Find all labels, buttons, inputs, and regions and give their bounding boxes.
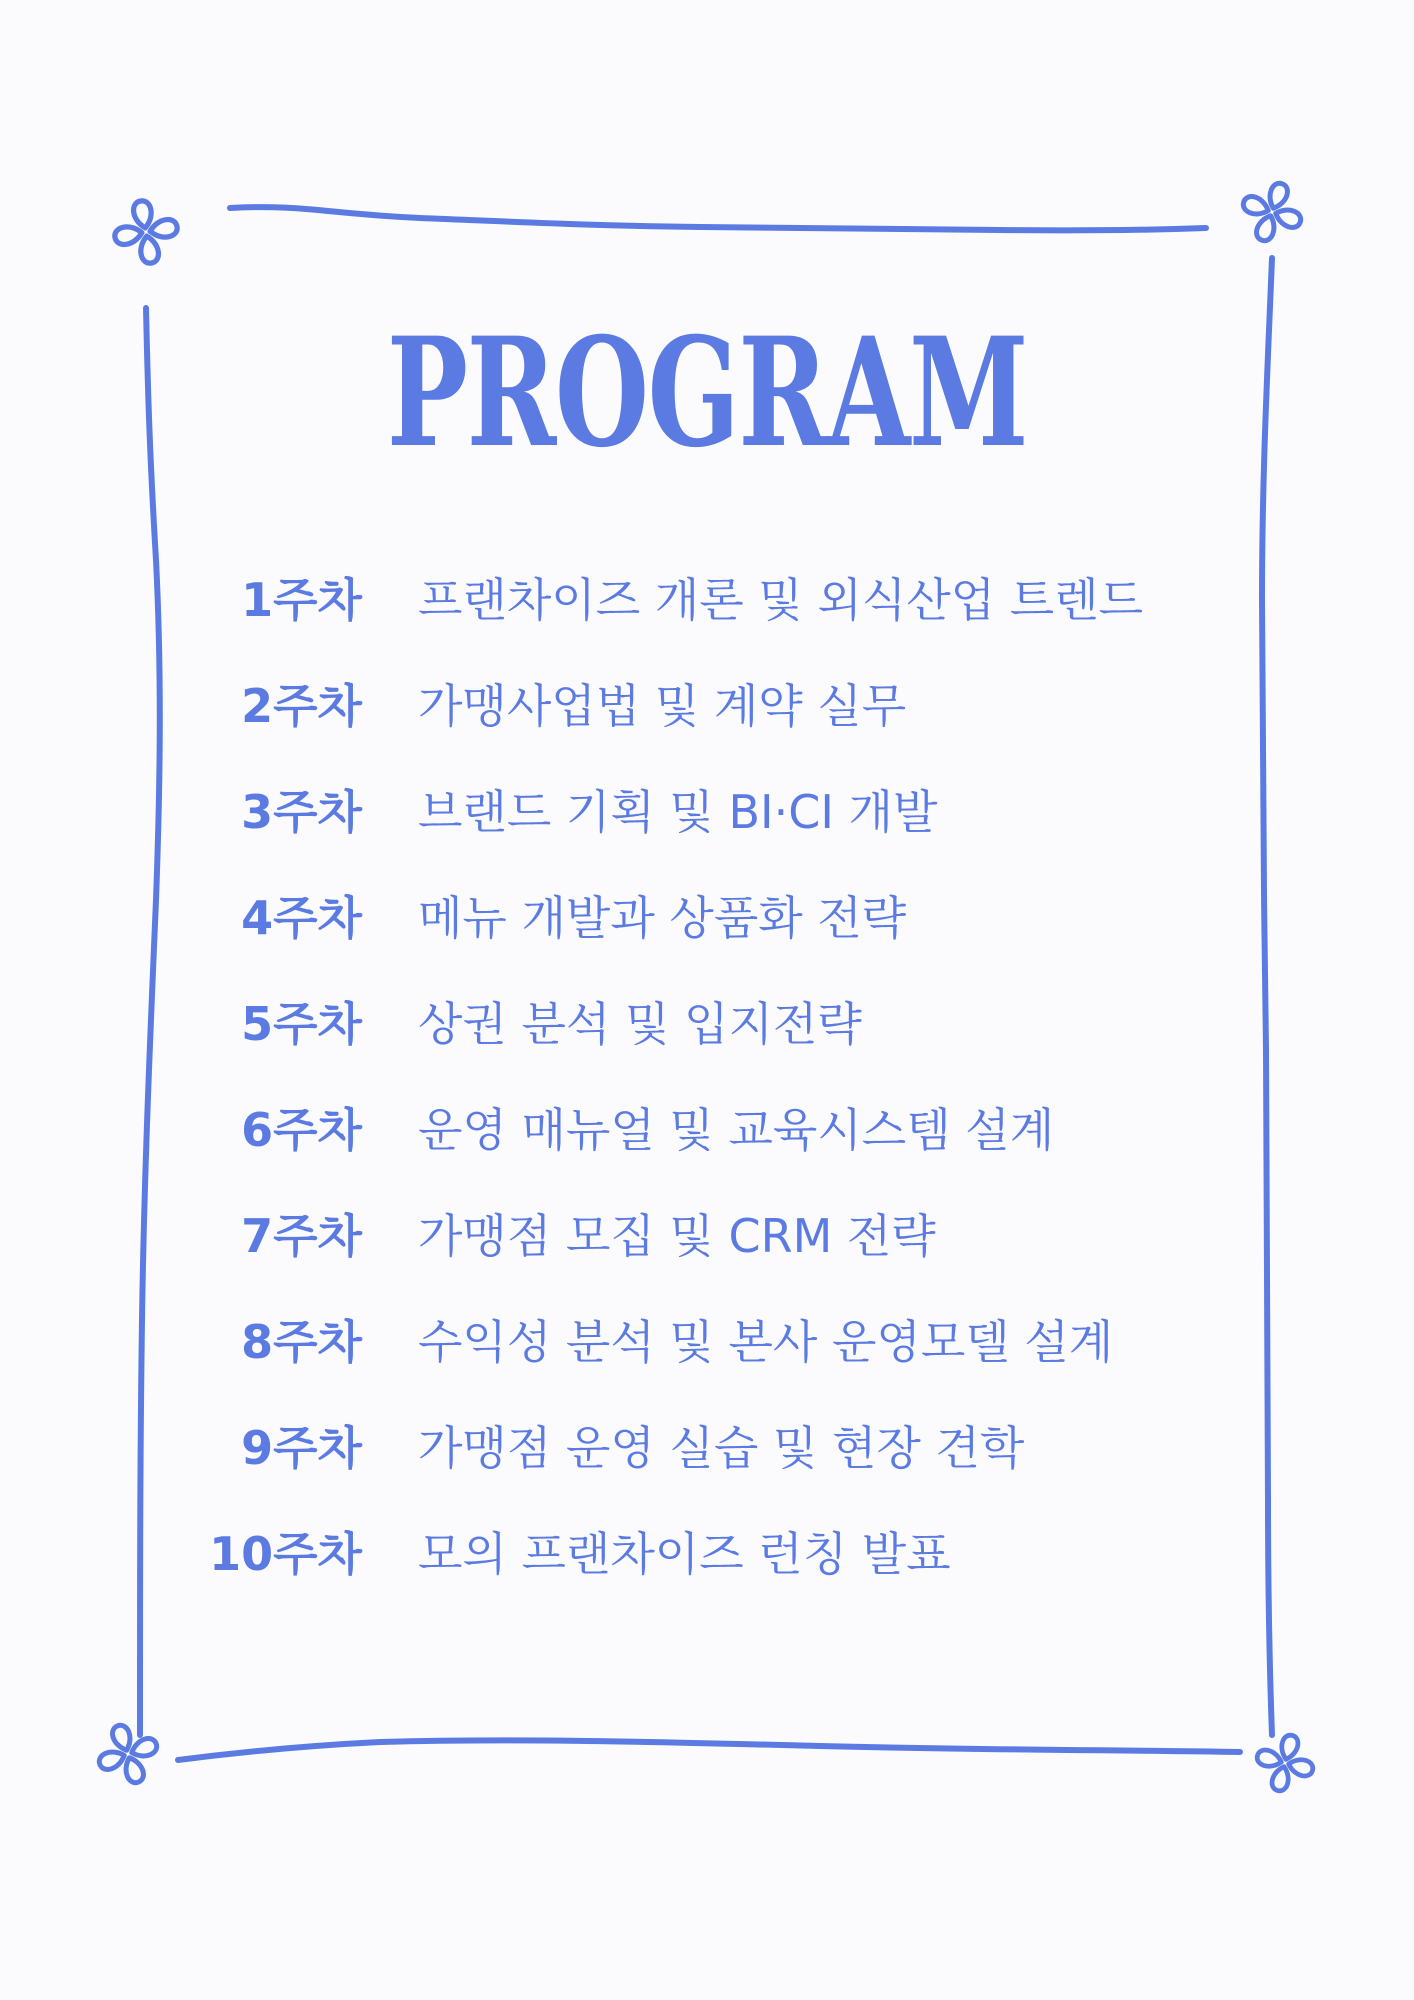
week-label: 7주차 (241, 1209, 362, 1263)
topic-label: 가맹점 모집 및 CRM 전략 (418, 1209, 936, 1263)
flower-icon (1250, 1728, 1320, 1798)
schedule-row (0, 1196, 1414, 1276)
flower-icon (110, 196, 183, 269)
topic-label: 프랜차이즈 개론 및 외식산업 트렌드 (418, 573, 1144, 627)
week-label: 9주차 (241, 1421, 362, 1475)
schedule-row (0, 1408, 1414, 1488)
schedule-row (0, 560, 1414, 640)
week-label: 5주차 (241, 997, 362, 1051)
topic-label: 가맹사업법 및 계약 실무 (418, 679, 907, 733)
schedule-row (0, 666, 1414, 746)
schedule-row (0, 772, 1414, 852)
week-label: 4주차 (241, 891, 362, 945)
topic-label: 브랜드 기획 및 BI·CI 개발 (418, 785, 938, 839)
schedule-row (0, 1514, 1414, 1594)
week-label: 2주차 (241, 679, 362, 733)
schedule-row (0, 984, 1414, 1064)
schedule-row (0, 878, 1414, 958)
topic-label: 수익성 분석 및 본사 운영모델 설계 (418, 1315, 1114, 1369)
schedule-row (0, 1302, 1414, 1382)
week-label: 10주차 (209, 1527, 362, 1581)
week-label: 6주차 (241, 1103, 362, 1157)
topic-label: 운영 매뉴얼 및 교육시스템 설계 (418, 1103, 1055, 1157)
page-title: PROGRAM (386, 305, 1028, 481)
topic-label: 상권 분석 및 입지전략 (418, 997, 862, 1051)
topic-label: 메뉴 개발과 상품화 전략 (418, 891, 907, 945)
flower-icon (1234, 174, 1311, 251)
flower-icon (90, 1716, 167, 1793)
topic-label: 가맹점 운영 실습 및 현장 견학 (418, 1421, 1025, 1475)
week-label: 1주차 (241, 573, 362, 627)
week-label: 3주차 (241, 785, 362, 839)
schedule-row (0, 1090, 1414, 1170)
week-label: 8주차 (241, 1315, 362, 1369)
topic-label: 모의 프랜차이즈 런칭 발표 (418, 1527, 951, 1581)
